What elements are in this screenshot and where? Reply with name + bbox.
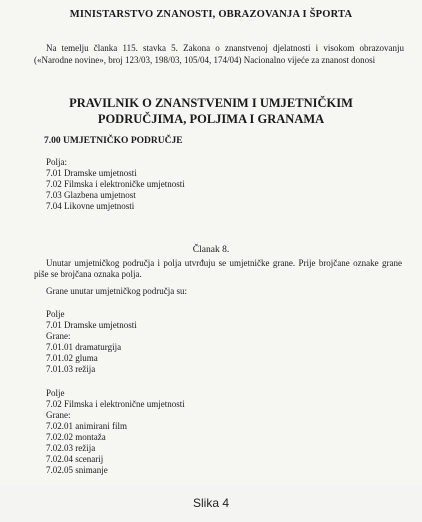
list-item: 7.01.01 dramaturgija — [46, 342, 122, 352]
list-item: 7.04 Likovne umjetnosti — [46, 201, 135, 211]
field-name: 7.02 Filmska i elektronične umjetnosti — [46, 399, 185, 409]
preamble-text: Na temelju članka 115. stavka 5. Zakona o znanstvenoj djelatnosti i visokom obrazovanju («Narodne novine», broj 123/03, 198/03, 105/04, 174/04) Nacionalno vijeće za znanost donosi — [34, 43, 404, 65]
list-item: 7.01.03 režija — [46, 364, 96, 374]
article-paragraph: Unutar umjetničkog područja i polja utvrđuju se umjetničke grane. Prije brojčane oznake grane piše se brojčana oznaka polja. — [34, 258, 402, 279]
branches-label: Grane: — [46, 331, 71, 341]
field-group-7-02 — [46, 388, 185, 476]
article-heading: Članak 8. — [192, 245, 230, 255]
list-item: 7.03 Glazbena umjetnost — [46, 190, 136, 200]
list-item: 7.02.05 snimanje — [46, 465, 108, 475]
list-item: 7.02.03 režija — [46, 443, 96, 453]
title-line-1: PRAVILNIK O ZNANSTVENIM I UMJETNIČKIM — [69, 96, 353, 110]
ministry-heading: MINISTARSTVO ZNANOSTI, OBRAZOVANJA I ŠPORTA — [69, 9, 353, 20]
branches-intro: Grane unutar umjetničkog područja su: — [46, 286, 187, 296]
fields-label: Polja: — [46, 157, 68, 167]
field-label: Polje — [46, 309, 65, 319]
list-item: 7.02 Filmska i elektroničke umjetnosti — [46, 179, 185, 189]
list-item: 7.01 Dramske umjetnosti — [46, 168, 137, 178]
branches-label: Grane: — [46, 410, 71, 420]
section-heading: 7.00 UMJETNIČKO PODRUČJE — [44, 136, 183, 146]
list-item: 7.02.02 montaža — [46, 432, 106, 442]
list-item: 7.02.01 animirani film — [46, 421, 127, 431]
title-line-2: PODRUČJIMA, POLJIMA I GRANAMA — [97, 112, 325, 126]
field-group-7-01 — [46, 309, 137, 375]
list-item: 7.02.04 scenarij — [46, 454, 104, 464]
figure-caption: Slika 4 — [192, 496, 230, 510]
list-item: 7.01.02 gluma — [46, 353, 98, 363]
field-label: Polje — [46, 388, 65, 398]
fields-list — [46, 157, 185, 212]
field-name: 7.01 Dramske umjetnosti — [46, 320, 137, 330]
document-title — [0, 95, 422, 127]
